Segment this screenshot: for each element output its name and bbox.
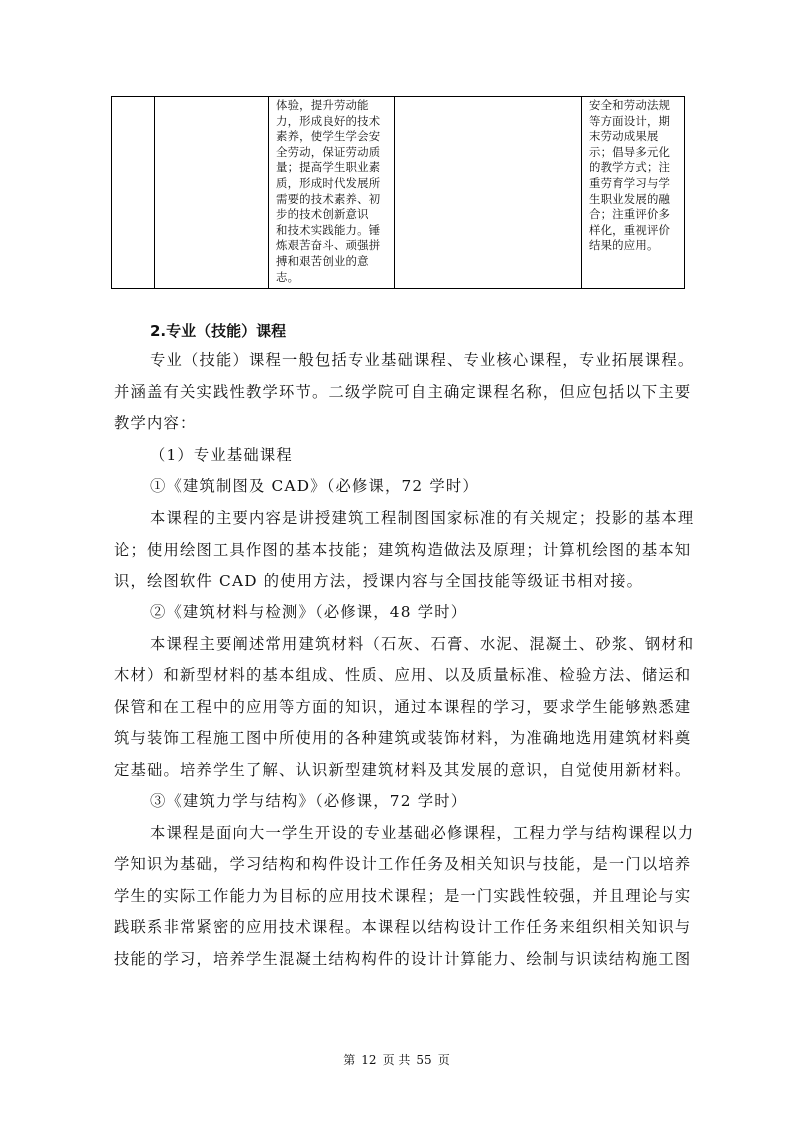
paragraph-line: 识，绘图软件 CAD 的使用方法，授课内容与全国技能等级证书相对接。 [114, 572, 644, 590]
table-cell-line: 生职业发展的融 [589, 191, 671, 206]
table-cell-line: 量；提高学生职业素 [276, 160, 381, 175]
paragraph-line: 并涵盖有关实践性教学环节。二级学院可自主确定课程名称，但应包括以下主要 [114, 383, 692, 401]
table-cell-line: 体验，提升劳动能 [276, 98, 369, 112]
table-cell-line: 安全和劳动法规 [589, 98, 671, 112]
table-cell-line: 示；倡导多元化 [589, 144, 671, 159]
paragraph-line: 技能的学习，培养学生混凝土结构构件的设计计算能力、绘制与识读结构施工图 [114, 950, 692, 968]
table-cell-line: 炼艰苦奋斗、顽强拼 [276, 238, 381, 253]
table-cell-line: 结果的应用。 [589, 238, 659, 253]
paragraph-line: 本课程主要阐述常用建筑材料（石灰、石膏、水泥、混凝土、砂浆、钢材和 [150, 635, 695, 653]
paragraph-line: 木材）和新型材料的基本组成、性质、应用、以及质量标准、检验方法、储运和 [114, 666, 692, 684]
table-cell-line: 力，形成良好的技术 [276, 113, 381, 128]
paragraph-line: 教学内容： [114, 414, 197, 432]
table-cell-line: 样化，重视评价 [589, 222, 671, 237]
footer-prefix: 第 [343, 1053, 356, 1067]
table-cell-line: 的教学方式；注 [589, 160, 671, 175]
course-title: ②《建筑材料与检测》（必修课，48 学时） [150, 603, 468, 621]
table-cell-line: 素养，使学生学会安 [276, 129, 381, 144]
paragraph-line: 学知识为基础，学习结构和构件设计工作任务及相关知识与技能，是一门以培养 [114, 855, 692, 873]
subsection-title: （1）专业基础课程 [150, 446, 293, 464]
table-cell-line: 搏和艰苦创业的意 [276, 253, 369, 268]
table-col-divider [154, 97, 155, 288]
table-col-divider [394, 97, 395, 288]
table-cell-line: 等方面设计，期 [589, 113, 671, 128]
table-cell-line: 末劳动成果展 [589, 129, 659, 144]
footer-suffix: 页 [437, 1053, 450, 1067]
table-fragment [111, 96, 685, 289]
table-col-divider [268, 97, 269, 288]
table-cell-requirements [589, 98, 670, 254]
table-cell-line: 需要的技术素养、初 [276, 191, 381, 206]
paragraph-line: 践联系非常紧密的应用技术课程。本课程以结构设计工作任务来组织相关知识与 [114, 918, 692, 936]
table-cell-line: 志。 [276, 269, 300, 284]
table-col-divider [581, 97, 582, 288]
footer-total-pages: 55 [416, 1053, 432, 1067]
paragraph-line: 学生的实际工作能力为目标的应用技术课程；是一门实践性较强，并且理论与实 [114, 887, 692, 905]
course-title: ①《建筑制图及 CAD》（必修课，72 学时） [150, 477, 479, 495]
section-heading: 2.专业（技能）课程 [150, 322, 287, 340]
paragraph-line: 本课程的主要内容是讲授建筑工程制图国家标准的有关规定；投影的基本理 [150, 509, 695, 527]
paragraph-line: 专业（技能）课程一般包括专业基础课程、专业核心课程，专业拓展课程。 [150, 351, 695, 369]
table-cell-line: 和技术实践能力。锤 [276, 222, 381, 237]
footer-page-number: 12 [361, 1053, 377, 1067]
table-cell-line: 合；注重评价多 [589, 207, 671, 222]
course-title: ③《建筑力学与结构》（必修课，72 学时） [150, 792, 468, 810]
paragraph-line: 论；使用绘图工具作图的基本技能；建筑构造做法及原理；计算机绘图的基本知 [114, 541, 692, 559]
table-cell-objectives [276, 98, 380, 285]
table-cell-line: 重劳育学习与学 [589, 175, 671, 190]
table-cell-line: 全劳动，保证劳动质 [276, 144, 381, 159]
paragraph-line: 定基础。培养学生了解、认识新型建筑材料及其发展的意识，自觉使用新材料。 [114, 761, 692, 779]
paragraph-line: 本课程是面向大一学生开设的专业基础必修课程，工程力学与结构课程以力 [150, 824, 695, 842]
paragraph-line: 筑与装饰工程施工图中所使用的各种建筑或装饰材料，为准确地选用建筑材料奠 [114, 729, 692, 747]
page-footer [0, 1051, 793, 1068]
table-cell-line: 步的技术创新意识 [276, 207, 369, 222]
paragraph-line: 保管和在工程中的应用等方面的知识，通过本课程的学习，要求学生能够熟悉建 [114, 698, 692, 716]
table-cell-line: 质，形成时代发展所 [276, 175, 381, 190]
footer-mid: 页 共 [382, 1053, 411, 1067]
